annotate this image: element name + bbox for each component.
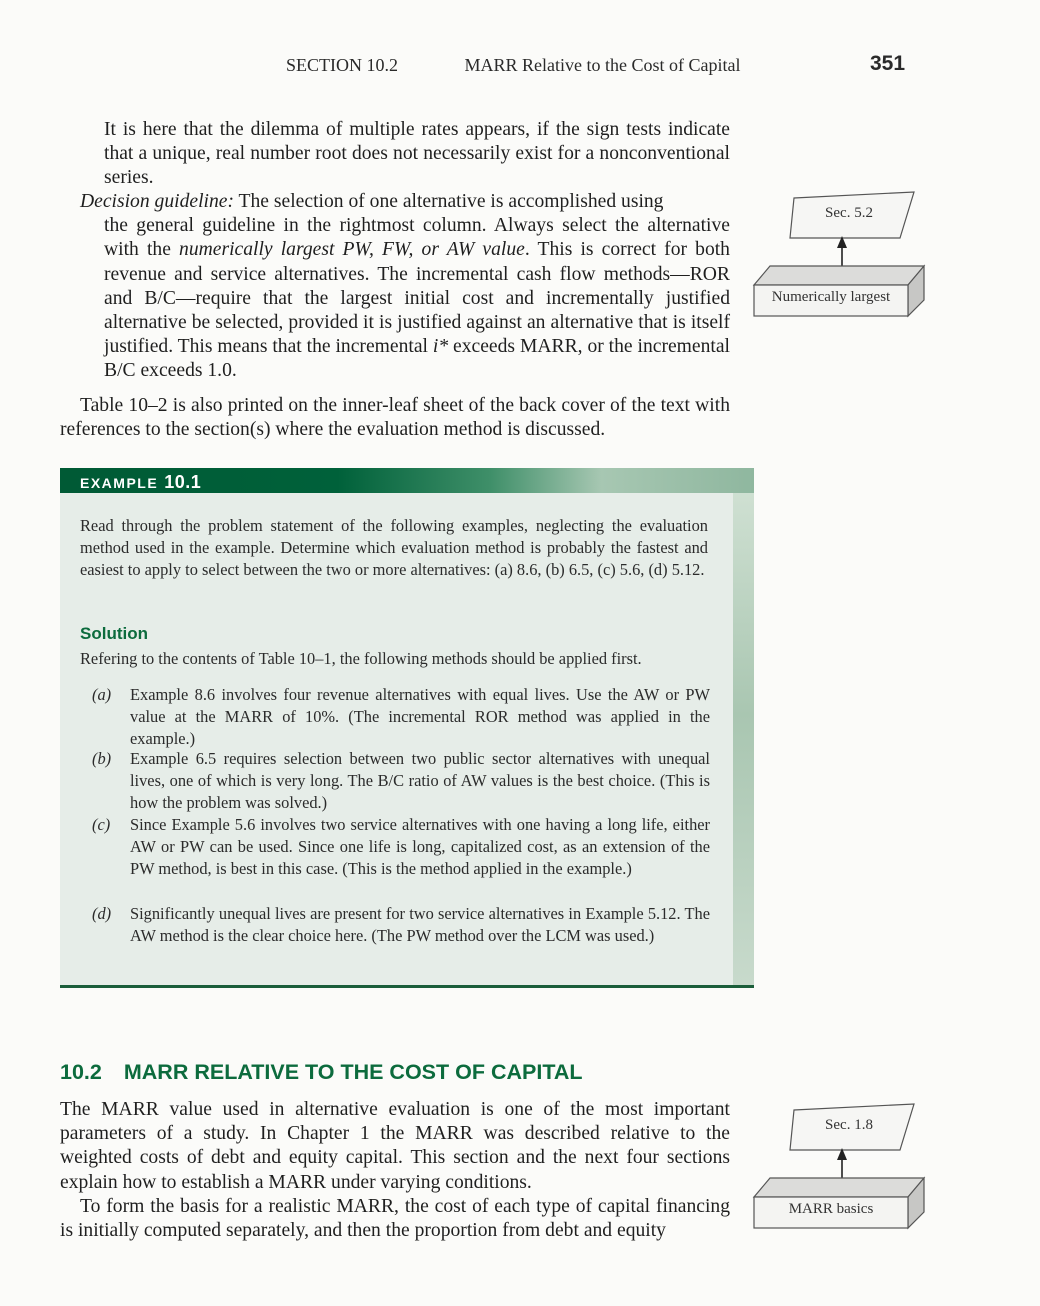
solution-item-label: (c) (92, 815, 111, 834)
example-label (80, 472, 201, 493)
example-intro-text: Read through the problem statement of the following examples, neglecting the evaluation method used in the example. Determine which evaluation method is probably the fastest and easiest to apply to select between the two or more alternatives: (80, 516, 708, 579)
paragraph-marr-intro (60, 1098, 730, 1243)
example-intro-refs: (a) 8.6, (b) 6.5, (c) 5.6, (d) 5.12. (494, 559, 705, 579)
example-label-text: EXAMPLE (80, 475, 159, 491)
example-box-edge-shade (733, 492, 754, 987)
decision-guideline-text-4: exceeds MARR, or the incremental B/C exceeds 1.0. (104, 336, 730, 382)
decision-guideline-emphasis: numerically largest PW, FW, or AW value (179, 239, 525, 261)
margin-note-keyword: Numerically largest (771, 289, 891, 305)
decision-guideline-text-1: The selection of one alternative is accomplished using (234, 191, 664, 212)
paragraph-marr-value: The MARR value used in alternative evaluation is one of the most important parameters of a study. In Chapter 1 the MARR was described relative to the weighted costs of debt and equity capital. This section and the next four sections explain how to establish a MARR under varying conditions. (60, 1099, 730, 1193)
incremental-i-star: i* (432, 336, 449, 358)
section-number: 10.2 (60, 1060, 102, 1084)
solution-item-d (92, 903, 710, 947)
paragraph-table-reference: Table 10–2 is also printed on the inner-leaf sheet of the back cover of the text with references to the section(s) where the evaluation method is discussed. (60, 395, 730, 441)
header-section: SECTION 10.2 (286, 55, 398, 75)
solution-item-label: (d) (92, 904, 112, 923)
solution-heading: Solution (80, 624, 148, 643)
example-problem-statement (80, 515, 708, 580)
header-title: MARR Relative to the Cost of Capital (464, 55, 741, 75)
running-header (286, 55, 740, 76)
paragraph-multiple-rates: It is here that the dilemma of multiple rates appears, if the sign tests indicate that a unique, real number root does not necessarily exist for a nonconventional series. (104, 119, 730, 189)
solution-item-c (92, 814, 710, 879)
margin-note-keyword: MARR basics (788, 1201, 874, 1217)
solution-item-label: (b) (92, 749, 112, 768)
solution-intro: Refering to the contents of Table 10–1, the following methods should be applied first. (80, 649, 642, 668)
decision-guideline-text-3: . This is correct for both revenue and service alternatives. The incremental cash flow methods—ROR and B/C—require that the largest initial cost and incrementally justified alternative be selected, provided it is justified against an alternative that is itself justified. This means that the incremental (104, 239, 730, 358)
page-number: 351 (870, 52, 906, 75)
paragraph-marr-basis: To form the basis for a realistic MARR, the cost of each type of capital financing is initially computed separately, and then the proportion from debt and equity (60, 1195, 730, 1242)
margin-note-section-ref: Sec. 1.8 (825, 1117, 873, 1133)
solution-item-text: Significantly unequal lives are present for two service alternatives in Example 5.12. The AW method is the clear choice here. (The PW method over the LCM was used.) (130, 904, 710, 945)
solution-item-a (92, 684, 710, 749)
decision-guideline-lead: Decision guideline: (80, 191, 234, 212)
solution-item-label: (a) (92, 685, 112, 704)
decision-guideline-text-2: the general guideline in the rightmost column. Always select the alternative with the (104, 215, 730, 261)
example-bottom-rule (60, 985, 754, 988)
margin-note-section-ref: Sec. 5.2 (825, 205, 873, 221)
section-title: MARR RELATIVE TO THE COST OF CAPITAL (123, 1060, 583, 1084)
solution-item-text: Example 8.6 involves four revenue alternatives with equal lives. Use the AW or PW value at the MARR of 10%. (The incremental ROR method was applied in the example.) (130, 685, 710, 748)
decision-guideline-body (80, 214, 730, 383)
margin-note-marr-basics (752, 1100, 932, 1240)
solution-item-text: Since Example 5.6 involves two service alternatives with one having a long life, either AW or PW can be used. Since one life is long, capitalized cost, as an extension of the PW method, is best in this case. (This is the method applied in the example.) (130, 815, 710, 878)
section-heading (60, 1060, 583, 1085)
solution-item-text: Example 6.5 requires selection between two public sector alternatives with unequal lives, one of which is very long. The B/C ratio of AW values is the best choice. (This is how the problem was solved.) (130, 749, 710, 812)
example-number: 10.1 (164, 472, 202, 492)
margin-note-numerically-largest (752, 188, 932, 328)
paragraph-decision-guideline (80, 190, 730, 384)
solution-item-b (92, 748, 710, 813)
